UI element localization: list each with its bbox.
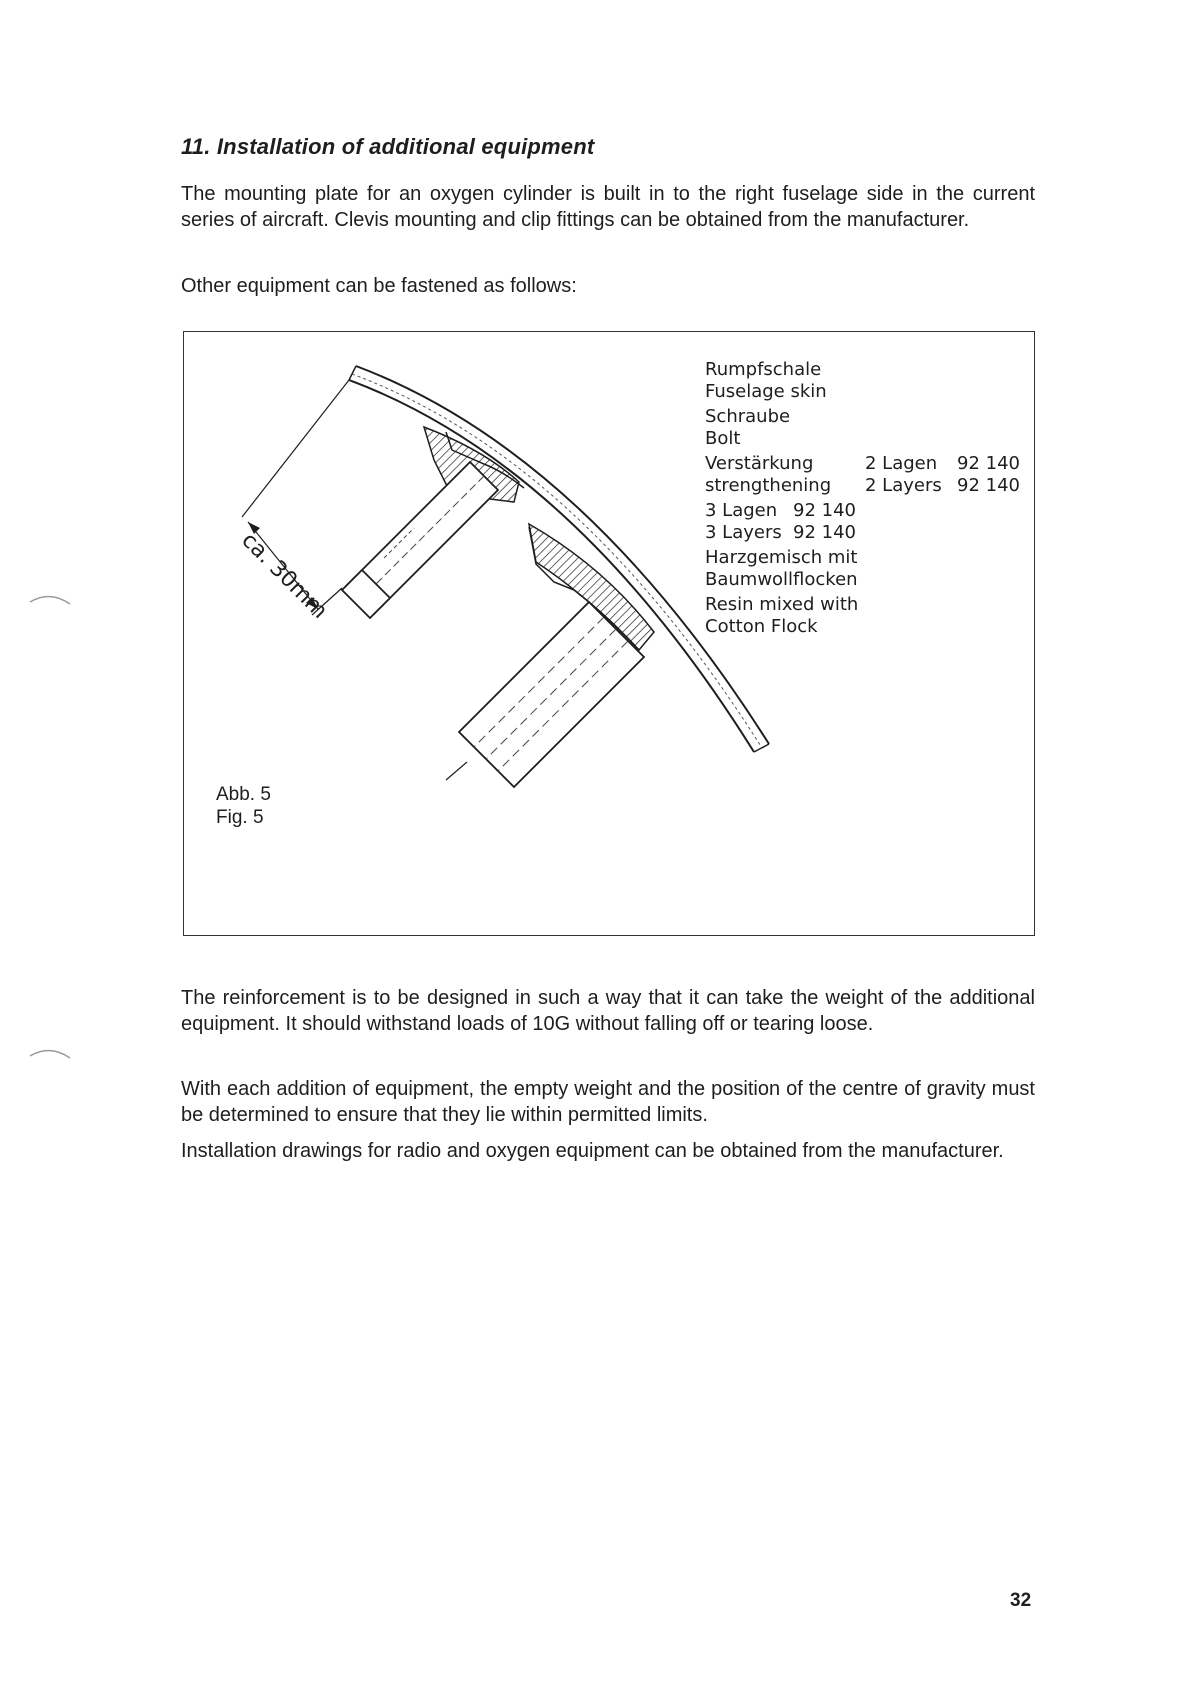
- label-3-layers-code: 92 140: [793, 522, 856, 543]
- label-3-layers: [705, 522, 1020, 544]
- label-rumpfschale: Rumpfschale: [705, 359, 822, 380]
- body-paragraph-3: The reinforcement is to be designed in such a way that it can take the weight of the additional equipment. It should withstand loads of 10G without falling off or tearing loose.: [181, 987, 1035, 1035]
- intro-paragraph-2: Other equipment can be fastened as follows:: [181, 275, 577, 297]
- label-verstaerkung-code: 92 140: [957, 453, 1020, 474]
- label-verstaerkung-layers: 2 Lagen: [865, 453, 938, 474]
- label-strengthening-code: 92 140: [957, 475, 1020, 496]
- label-bolt: Bolt: [705, 428, 741, 449]
- label-verstaerkung-name: Verstärkung: [705, 453, 814, 474]
- caption-abb: Abb. 5: [216, 784, 271, 805]
- dimension-label: ca. 30mm: [236, 528, 333, 624]
- body-paragraph-4: With each addition of equipment, the empty weight and the position of the centre of gravity must be determined to ensure that they lie within permitted limits.: [181, 1078, 1035, 1126]
- label-schraube: Schraube: [705, 406, 791, 427]
- label-strengthening: [705, 475, 1020, 497]
- intro-paragraph-1: The mounting plate for an oxygen cylinder is built in to the right fuselage side in the current series of aircraft. Clevis mounting and clip fittings can be obtained from the manufacturer.: [181, 183, 1035, 231]
- page-number: 32: [1010, 1590, 1032, 1611]
- label-3-layers-name: 3 Layers: [705, 522, 782, 543]
- label-cotton-flock: Cotton Flock: [705, 616, 818, 637]
- punch-hole-mark-upper: [28, 590, 72, 606]
- tube-shape: [446, 602, 644, 787]
- body-paragraph-5: Installation drawings for radio and oxygen equipment can be obtained from the manufacturer.: [181, 1140, 1004, 1162]
- figure-5: [183, 331, 1035, 936]
- label-resin-mixed: Resin mixed with: [705, 594, 859, 615]
- bolt-shape: [342, 462, 498, 618]
- label-strengthening-layers: 2 Layers: [865, 475, 942, 496]
- figure-caption: [216, 783, 271, 829]
- caption-fig: Fig. 5: [216, 807, 264, 828]
- label-3-lagen-code: 92 140: [793, 500, 856, 521]
- punch-hole-mark-lower: [28, 1044, 72, 1060]
- label-fuselage-skin: Fuselage skin: [705, 381, 827, 402]
- label-3-lagen-name: 3 Lagen: [705, 500, 778, 521]
- label-verstaerkung: [705, 453, 1020, 475]
- label-harzgemisch: Harzgemisch mit: [705, 547, 858, 568]
- section-heading: 11. Installation of additional equipment: [181, 134, 595, 159]
- label-3-lagen: [705, 500, 1020, 522]
- label-strengthening-name: strengthening: [705, 475, 832, 496]
- figure-legend: [705, 359, 1020, 641]
- label-baumwollflocken: Baumwollflocken: [705, 569, 858, 590]
